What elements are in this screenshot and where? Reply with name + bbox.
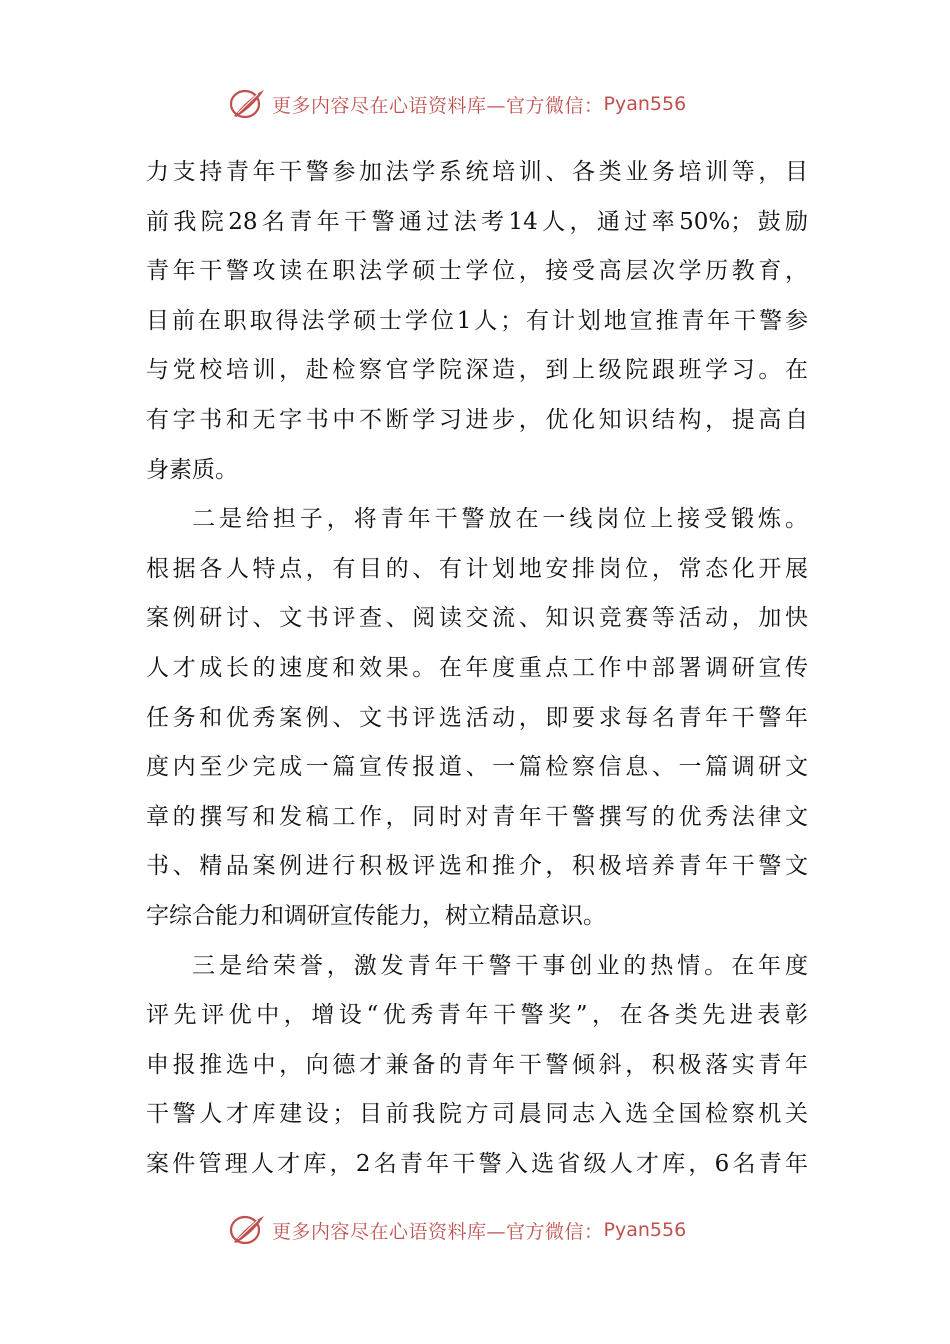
header-banner	[228, 84, 686, 124]
header-banner-text: 更多内容尽在心语资料库—官方微信：	[272, 94, 604, 117]
text-line: 与党校培训，赴检察官学院深造，到上级院跟班学习。在	[146, 357, 808, 384]
text-line: 有字书和无字书中不断学习进步，优化知识结构，提高自	[146, 406, 808, 433]
text-line: 目前在职取得法学硕士学位1人；有计划地宣推青年干警参	[146, 307, 808, 334]
text-line: 字综合能力和调研宣传能力，树立精品意识。	[146, 902, 606, 929]
text-line: 人才成长的速度和效果。在年度重点工作中部署调研宣传	[146, 654, 808, 681]
document-body	[146, 148, 808, 1189]
text-line: 章的撰写和发稿工作，同时对青年干警撰写的优秀法律文	[146, 803, 808, 830]
header-wechat-id: Pyan556	[603, 93, 687, 115]
text-line: 评先评优中，增设“优秀青年干警奖”，在各类先进表彰	[146, 1002, 808, 1029]
text-line: 案件管理人才库，2名青年干警入选省级人才库，6名青年	[146, 1150, 808, 1177]
quill-logo-icon	[228, 86, 268, 122]
text-line: 力支持青年干警参加法学系统培训、各类业务培训等，目	[146, 159, 808, 185]
text-line: 根据各人特点，有目的、有计划地安排岗位，常态化开展	[146, 555, 808, 582]
text-line: 书、精品案例进行积极评选和推介，积极培养青年干警文	[146, 853, 808, 880]
text-line: 青年干警攻读在职法学硕士学位，接受高层次学历教育，	[146, 258, 808, 285]
paragraph-start-line: 三是给荣誉，激发青年干警干事创业的热情。在年度	[192, 952, 808, 979]
text-line: 前我院28名青年干警通过法考14人，通过率50%；鼓励	[146, 208, 808, 235]
footer-banner-text: 更多内容尽在心语资料库—官方微信：	[272, 1220, 604, 1243]
quill-logo-icon	[228, 1212, 268, 1248]
text-line: 申报推选中，向德才兼备的青年干警倾斜，积极落实青年	[146, 1051, 808, 1078]
text-line: 干警人才库建设；目前我院方司晨同志入选全国检察机关	[146, 1101, 808, 1128]
footer-banner	[228, 1210, 686, 1250]
paragraph-start-line: 二是给担子，将青年干警放在一线岗位上接受锻炼。	[192, 506, 808, 533]
text-line: 度内至少完成一篇宣传报道、一篇检察信息、一篇调研文	[146, 754, 808, 781]
text-line: 身素质。	[146, 456, 238, 483]
footer-wechat-id: Pyan556	[603, 1219, 687, 1241]
text-line: 案例研讨、文书评查、阅读交流、知识竞赛等活动，加快	[146, 605, 808, 632]
text-line: 任务和优秀案例、文书评选活动，即要求每名青年干警年	[146, 704, 808, 731]
